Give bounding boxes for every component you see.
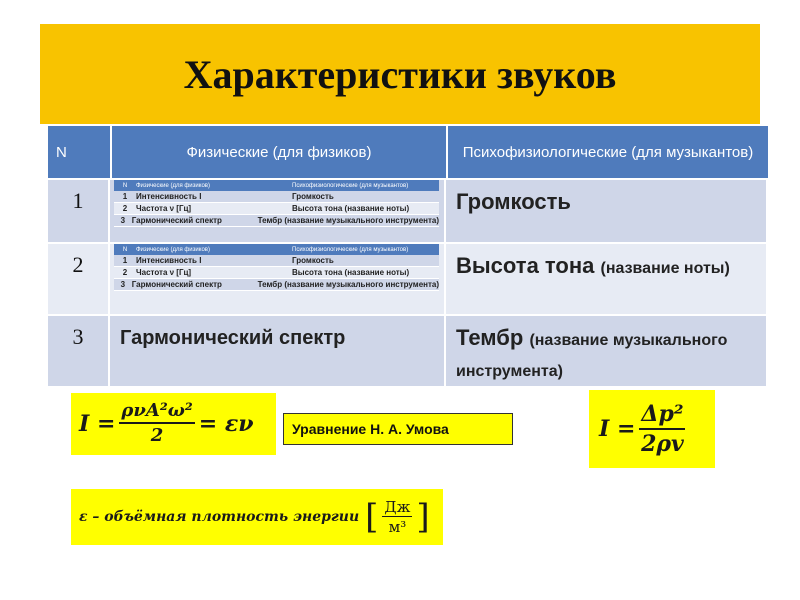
row2-number: 2 [48, 244, 110, 316]
header-n: N [48, 126, 110, 178]
umov-denominator: 2 [150, 425, 164, 446]
unit-bracket-left: [ [365, 497, 379, 537]
row1-number: 1 [48, 180, 110, 244]
umov-numerator: ρνA²ω² [119, 400, 194, 424]
umov-lhs: I = [79, 411, 116, 437]
unit-bracket-right: ] [416, 497, 430, 537]
umov-formula-box [71, 393, 276, 455]
pressure-lhs: I = [599, 416, 636, 442]
pressure-denominator: 2ρv [641, 431, 684, 457]
umov-equation-label: Уравнение Н. А. Умова [283, 413, 513, 445]
umov-rhs: = εν [198, 411, 254, 437]
row2-psycho-note: (название ноты) [600, 260, 730, 277]
row3-psycho-note: (название музыкального инструмента) [456, 332, 728, 380]
slide-title: Характеристики звуков [183, 51, 617, 97]
unit-fraction [382, 498, 412, 537]
row3-number: 3 [48, 316, 110, 388]
row2-psycho [446, 244, 768, 316]
row1-psycho [446, 180, 768, 244]
row3-psycho [446, 316, 768, 388]
header-physical: Физические (для физиков) [110, 126, 446, 178]
pressure-numerator: Δp² [639, 400, 685, 430]
energy-density-text: ε – объёмная плотность энергии [79, 509, 360, 525]
header-psycho: Психофизиологические (для музыкантов) [446, 126, 768, 178]
row2-psycho-main: Высота тона [456, 253, 595, 278]
row2-physical [110, 244, 446, 316]
unit-bottom: м³ [388, 517, 407, 536]
row1-physical [110, 180, 446, 244]
umov-fraction [119, 400, 194, 448]
energy-density-box [71, 489, 443, 545]
pressure-formula-box [589, 390, 715, 468]
mini-table-thumbnail: N Физические (для физиков) Психофизиологические (для музыкантов) 1 Интенсивность I Громкость 2 Частота ν [Гц] Высота тона (название ноты) 3 Гармонический спектр Тембр (название музыкального инструмента) [114, 244, 439, 291]
row3-physical: Гармонический спектр [110, 316, 446, 388]
unit-top: Дж [384, 497, 411, 516]
row1-psycho-main: Громкость [456, 189, 571, 214]
pressure-fraction [639, 400, 685, 458]
row3-psycho-main: Тембр [456, 325, 524, 350]
title-bar [40, 24, 760, 124]
mini-table-thumbnail: N Физические (для физиков) Психофизиологические (для музыкантов) 1 Интенсивность I Громкость 2 Частота ν [Гц] Высота тона (название ноты) 3 Гармонический спектр Тембр (название музыкального инструмента) [114, 180, 439, 227]
characteristics-table [48, 126, 768, 388]
